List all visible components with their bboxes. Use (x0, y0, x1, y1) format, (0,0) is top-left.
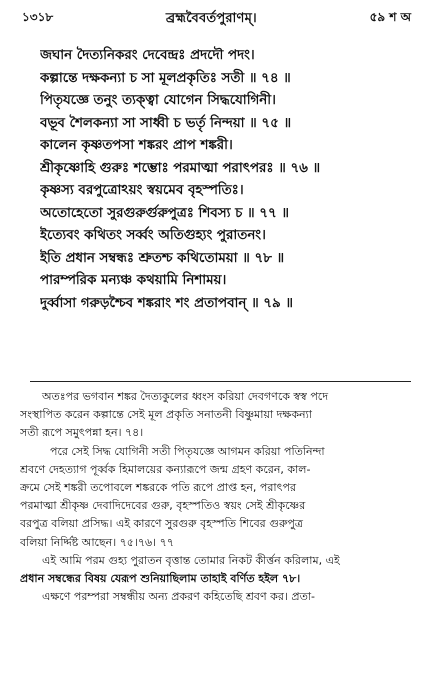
translation-paragraph (20, 552, 423, 588)
translation-line: এক্ষণে পরম্পরা সম্বন্ধীয় অন্য প্রকরণ কহিতেছি শ্রবণ কর। প্রতা- (42, 590, 315, 604)
verse-line: ইত্যেবং কথিতং সর্ব্বং অতিগুহ্যং পুরাতনং। (40, 228, 266, 243)
verse-line: বভূব শৈলকন্যা সা সাধ্বী চ ভর্তৃ নিন্দয়া ॥ ৭৫ ॥ (40, 115, 292, 131)
verse-line: কালেন কৃষ্ণতপসা শঙ্করং প্রাপ শঙ্করী। (40, 138, 233, 153)
verse-line: পিতৃযজ্ঞে তনুং ত্যক্ত্বা যোগেন সিদ্ধযোগিনী। (40, 93, 276, 108)
translation-line: পরমাত্মা শ্রীকৃষ্ণ দেবাদিদেবের গুরু, বৃহস্পতিও স্বয়ং সেই শ্রীকৃষ্ণের (20, 499, 306, 513)
running-title: ব্রহ্মবৈবর্তপুরাণম্। (165, 10, 257, 26)
page-number: ১৩১৮ (22, 10, 54, 24)
verse-line: কৃষ্ণস্য বরপুত্রোঽয়ং স্বয়মেব বৃহস্পতিঃ। (40, 183, 244, 198)
sanskrit-verses (40, 45, 421, 315)
page-header (22, 8, 411, 30)
translation-line: বরপুত্র বলিয়া প্রসিদ্ধ। এই কারণে সুরগুরু বৃহস্পতি শিবের গুরুপুত্র (20, 517, 303, 531)
translation-line: সতী রূপে সমুৎপন্না হন। ৭৪। (20, 426, 144, 440)
translation-line: এই আমি পরম গুহ্য পুরাতন বৃত্তান্ত তোমার নিকট কীর্ত্তন করিলাম, এই (42, 553, 340, 567)
verse-line: জঘান দৈত্যনিকরং দেবেন্দ্রঃ প্রদদৌ পদং। (40, 48, 255, 63)
translation-line: সংস্থাপিত করেন কল্পান্তে সেই মূল প্রকৃতি সনাতনী বিষ্ণুমায়া দক্ষকন্যা (20, 408, 312, 422)
translation-line: পরে সেই সিদ্ধ যোগিনী সতী পিতৃযজ্ঞে আগমন করিয়া পতিনিন্দা (50, 444, 325, 458)
sheet-mark: ৫৯ শ অ (369, 10, 411, 24)
translation-paragraph (20, 388, 423, 443)
bengali-translation (20, 388, 423, 606)
verse-line: কল্পান্তে দক্ষকন্যা চ সা মূলপ্রকৃতিঃ সতী ॥ ৭৪ ॥ (40, 70, 291, 86)
verse-line: অতোহেতো সুরগুরুর্গুরুপুত্রঃ শিবস্য চ ॥ ৭৭ ॥ (40, 205, 289, 221)
translation-paragraph (20, 443, 423, 552)
translation-line: শ্রবণে দেহত্যাগ পূর্ব্বক হিমালয়ের কন্যারূপে জন্ম গ্রহণ করেন, কাল- (20, 462, 311, 476)
translation-line: প্রধান সম্বন্ধের বিষয় যেরূপ শুনিয়াছিলাম তাহাই বর্ণিত হইল ৭৮। (20, 572, 301, 586)
translation-line: বলিয়া নির্দ্দিষ্ট আছেন। ৭৫।৭৬। ৭৭ (20, 535, 174, 549)
verse-line: ইতি প্রধান সম্বন্ধঃ শ্রুতশ্চ কথিতোময়া ॥ ৭৮ ॥ (40, 250, 285, 266)
translation-paragraph (20, 588, 423, 606)
translation-line: ক্রমে সেই শঙ্করী তপোবলে শঙ্করকে পতি রূপে প্রাপ্ত হন, পরাৎপর (20, 481, 297, 495)
verse-line: পারম্পরিক মন্যঞ্চ কথয়ামি নিশাময়। (40, 273, 227, 288)
section-divider (30, 381, 411, 382)
verse-line: শ্রীকৃষ্ণোহি গুরুঃ শম্ভোঃ পরমাত্মা পরাৎপরঃ ॥ ৭৬ ॥ (40, 160, 321, 176)
translation-line: অতঃপর ভগবান শঙ্কর দৈত্যকুলের ধ্বংস করিয়া দেবগণকে স্বস্ব পদে (42, 390, 328, 403)
verse-line: দুর্ব্বাসা গরুড়শ্চৈব শঙ্করাং শং প্রতাপবান্ ॥ ৭৯ ॥ (40, 295, 293, 311)
